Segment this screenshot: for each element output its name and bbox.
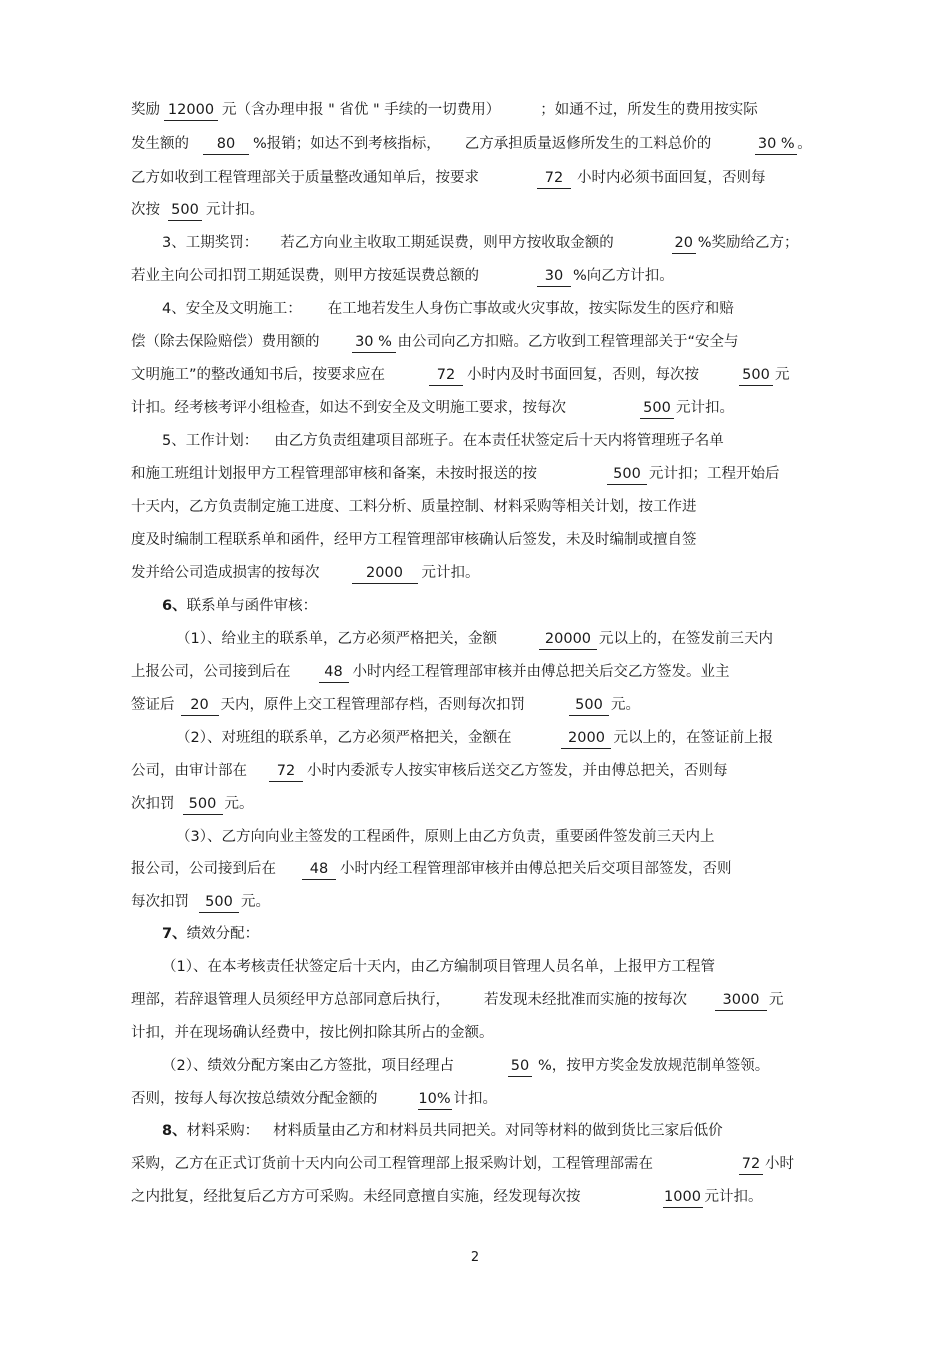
text-line: 4、安全及文明施工： 在工地若发生人身伤亡事故或火灾事故，按实际发生的医疗和赔: [162, 301, 734, 317]
text-line: 每次扣罚 500 元。: [131, 890, 270, 914]
blank-value: 10%: [418, 1089, 452, 1110]
text-line: 若业主向公司扣罚工期延误费，则甲方按延误费总额的 30 %向乙方计扣。: [131, 264, 674, 288]
text-line: 发并给公司造成损害的按每次 2000 元计扣。: [131, 561, 480, 585]
blank-value: 12000: [164, 100, 218, 121]
text-line: 3、工期奖罚： 若乙方向业主收取工期延误费，则甲方按收取金额的 20 %奖励给乙方；: [162, 231, 799, 255]
text-line: 之内批复，经批复后乙方方可采购。未经同意擅自实施，经发现每次按 1000 元计扣。: [131, 1185, 763, 1209]
blank-value: 500: [640, 398, 674, 419]
text-line: 上报公司，公司接到后在 48 小时内经工程管理部审核并由傅总把关后交乙方签发。业主: [131, 660, 730, 684]
text-line: 5、工作计划： 由乙方负责组建项目部班子。在本责任状签定后十天内将管理班子名单: [162, 433, 724, 449]
text-line: 否则，按每人每次按总绩效分配金额的 10% 计扣。: [131, 1087, 497, 1111]
blank-value: 30: [537, 266, 571, 287]
blank-value: 500: [199, 892, 239, 913]
blank-value: 1000: [663, 1187, 703, 1208]
blank-value: 80: [203, 134, 249, 155]
text-line: （3）、乙方向向业主签发的工程函件，原则上由乙方负责，重要函件签发前三天内上: [176, 829, 715, 845]
blank-value: 30 %: [755, 134, 797, 155]
text-line: （2）、绩效分配方案由乙方签批，项目经理占 50 %，按甲方奖金发放规范制单签领。: [162, 1054, 769, 1078]
blank-value: 500: [739, 365, 773, 386]
section-heading: 7、绩效分配：: [162, 926, 260, 942]
blank-value: 72: [739, 1154, 763, 1175]
text-line: 计扣。经考核考评小组检查，如达不到安全及文明施工要求，按每次 500 元计扣。: [131, 396, 734, 420]
text-line: 次按 500 元计扣。: [131, 198, 264, 222]
text-line: 和施工班组计划报甲方工程管理部审核和备案，未按时报送的按 500 元计扣；工程开始后: [131, 462, 780, 486]
blank-value: 500: [183, 794, 223, 815]
text-line: 文明施工”的整改通知书后，按要求应在 72 小时内及时书面回复，否则，每次按 500 元: [131, 363, 790, 387]
blank-value: 48: [319, 662, 349, 683]
blank-value: 20: [181, 695, 219, 716]
blank-value: 2000: [561, 728, 611, 749]
blank-value: 3000: [715, 990, 767, 1011]
text-line: 乙方如收到工程管理部关于质量整改通知单后，按要求 72 小时内必须书面回复，否则每: [131, 166, 766, 190]
blank-value: 500: [168, 200, 202, 221]
text-line: （1）、在本考核责任状签定后十天内，由乙方编制项目管理人员名单，上报甲方工程管: [162, 959, 715, 975]
text-line: 偿（除去保险赔偿）费用额的 30 % 由公司向乙方扣赔。乙方收到工程管理部关于“安全与: [131, 330, 739, 354]
text-line: （1）、给业主的联系单，乙方必须严格把关，金额 20000 元以上的，在签发前三天内: [176, 627, 773, 651]
text-line: 理部，若辞退管理人员须经甲方总部同意后执行， 若发现未经批准而实施的按每次 3000 元: [131, 988, 784, 1012]
text-line: 采购，乙方在正式订货前十天内向公司工程管理部上报采购计划，工程管理部需在 72 小时: [131, 1152, 794, 1176]
text-line: 度及时编制工程联系单和函件，经甲方工程管理部审核确认后签发，未及时编制或擅自签: [131, 532, 697, 548]
blank-value: 20000: [539, 629, 597, 650]
blank-value: 30 %: [352, 332, 396, 353]
blank-value: 20: [672, 233, 696, 254]
blank-value: 48: [302, 859, 336, 880]
blank-value: 50: [508, 1056, 532, 1077]
text-line: 发生额的 80 %报销；如达不到考核指标， 乙方承担质量返修所发生的工料总价的 30 % 。: [131, 132, 812, 156]
text-line: 签证后 20 天内，原件上交工程管理部存档，否则每次扣罚 500 元。: [131, 693, 640, 717]
section-heading: 6、联系单与函件审核：: [162, 598, 318, 614]
text-line: 计扣，并在现场确认经费中，按比例扣除其所占的金额。: [131, 1025, 494, 1041]
text-line: 次扣罚 500 元。: [131, 792, 254, 816]
blank-value: 72: [429, 365, 463, 386]
blank-value: 72: [537, 168, 571, 189]
text-line: 公司，由审计部在 72 小时内委派专人按实审核后送交乙方签发，并由傅总把关，否则每: [131, 759, 728, 783]
blank-value: 500: [569, 695, 609, 716]
text-line: （2）、对班组的联系单，乙方必须严格把关，金额在 2000 元以上的，在签证前上报: [176, 726, 773, 750]
blank-value: 72: [269, 761, 303, 782]
text-line: 报公司，公司接到后在 48 小时内经工程管理部审核并由傅总把关后交项目部签发，否则: [131, 857, 732, 881]
blank-value: 2000: [352, 563, 418, 584]
section-heading: 8、材料采购： 材料质量由乙方和材料员共同把关。对同等材料的做到货比三家后低价: [162, 1123, 723, 1139]
text-line: 十天内，乙方负责制定施工进度、工料分析、质量控制、材料采购等相关计划，按工作进: [131, 499, 697, 515]
blank-value: 500: [607, 464, 647, 485]
text-line: 奖励 12000 元（含办理申报 " 省优 " 手续的一切费用） ；如通不过，所发生的费用按实际: [131, 98, 758, 122]
page-number: 2: [470, 1250, 480, 1265]
